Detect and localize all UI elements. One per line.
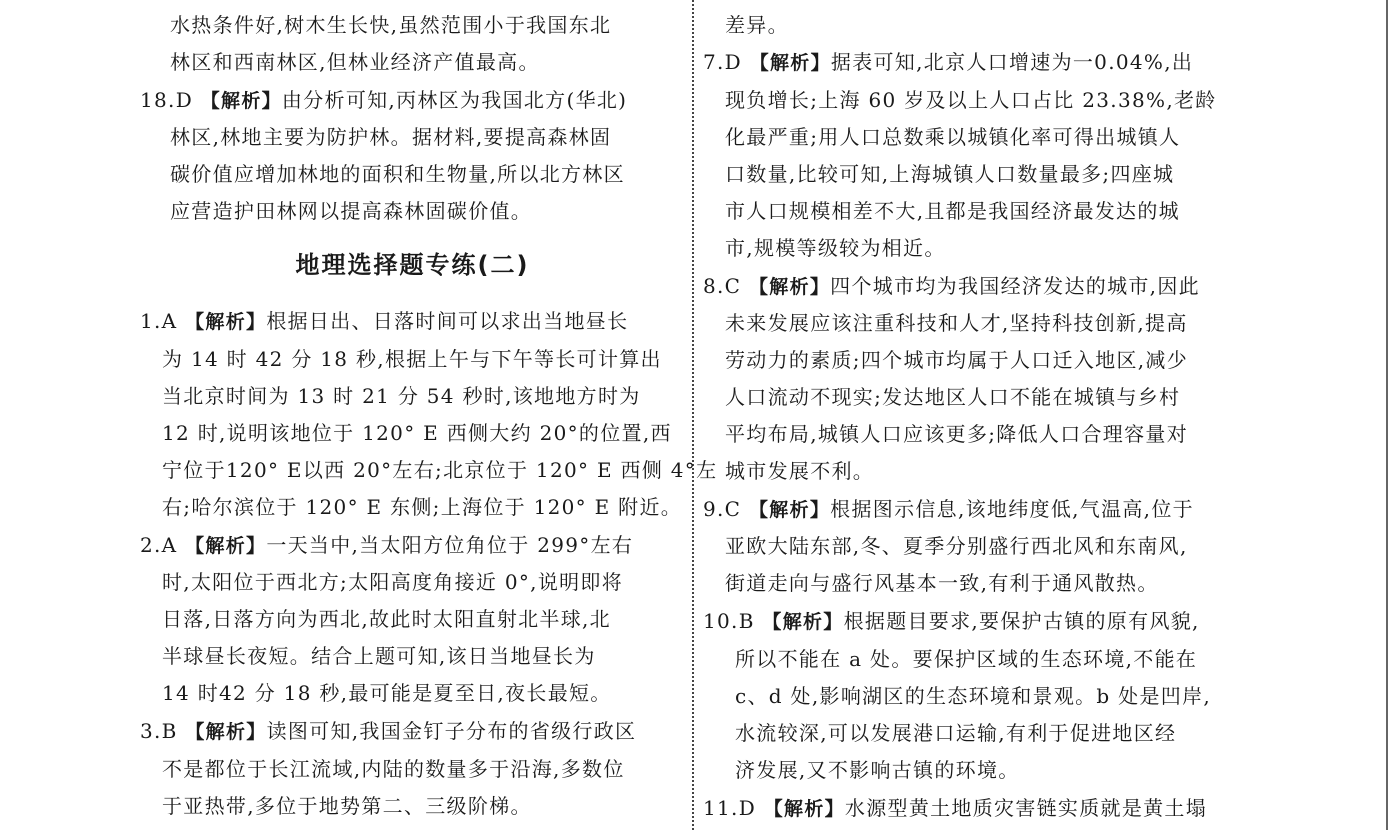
text-line: 口数量,比较可知,上海城镇人口数量最多;四座城 [725, 162, 1175, 186]
answer-8-first-line [703, 271, 1200, 301]
text-line: 当北京时间为 13 时 21 分 54 秒时,该地地方时为 [162, 384, 641, 408]
answer-text: 读图可知,我国金钉子分布的省级行政区 [266, 719, 637, 743]
text-line: 不是都位于长江流域,内陆的数量多于沿海,多数位 [162, 757, 625, 781]
answer-number: 9.C [703, 497, 742, 521]
text-line: 街道走向与盛行风基本一致,有利于通风散热。 [725, 571, 1159, 595]
analysis-tag: 【解析】 [749, 52, 831, 74]
answer-text: 根据图示信息,该地纬度低,气温高,位于 [830, 497, 1194, 521]
text-line: 济发展,又不影响古镇的环境。 [735, 758, 1020, 782]
text-line: 未来发展应该注重科技和人才,坚持科技创新,提高 [725, 311, 1188, 335]
section-heading: 地理选择题专练(二) [295, 251, 530, 279]
text-line: 林区,林地主要为防护林。据材料,要提高森林固 [170, 125, 612, 149]
analysis-tag: 【解析】 [762, 611, 844, 633]
text-line: 14 时42 分 18 秒,最可能是夏至日,夜长最短。 [162, 681, 612, 705]
text-line: 市人口规模相差不大,且都是我国经济最发达的城 [725, 199, 1180, 223]
answer-10-first-line [703, 606, 1200, 636]
text-line: 现负增长;上海 60 岁及以上人口占比 23.38%,老龄 [725, 88, 1217, 112]
text-line: 应营造护田林网以提高森林固碳价值。 [170, 199, 533, 223]
answer-text: 由分析可知,丙林区为我国北方(华北) [281, 88, 628, 112]
answer-3-first-line [140, 716, 636, 746]
answer-text: 据表可知,北京人口增速为一0.04%,出 [830, 50, 1194, 74]
text-line: 所以不能在 a 处。要保护区域的生态环境,不能在 [735, 647, 1198, 671]
answer-number: 8.C [703, 274, 742, 298]
text-line: 平均布局,城镇人口应该更多;降低人口合理容量对 [725, 422, 1188, 446]
analysis-tag: 【解析】 [185, 721, 267, 743]
analysis-tag: 【解析】 [185, 311, 267, 333]
text-line: 时,太阳位于西北方;太阳高度角接近 0°,说明即将 [162, 570, 624, 594]
answer-number: 3.B [140, 719, 178, 743]
analysis-tag: 【解析】 [200, 90, 282, 112]
text-line: 半球昼长夜短。结合上题可知,该日当地昼长为 [162, 644, 596, 668]
analysis-tag: 【解析】 [763, 798, 845, 820]
answer-text: 一天当中,当太阳方位角位于 299°左右 [266, 533, 634, 557]
text-line: 城市发展不利。 [725, 459, 875, 483]
text-line: c、d 处,影响湖区的生态环境和景观。b 处是凹岸, [735, 684, 1212, 708]
analysis-tag: 【解析】 [185, 535, 267, 557]
answer-18-first-line [140, 85, 627, 115]
answer-number: 1.A [140, 309, 178, 333]
page-edge-line [1386, 0, 1388, 830]
text-line: 日落,日落方向为西北,故此时太阳直射北半球,北 [162, 607, 611, 631]
answer-7-first-line [703, 47, 1193, 77]
text-line: 水流较深,可以发展港口运输,有利于促进地区经 [735, 721, 1177, 745]
text-line: 水热条件好,树木生长快,虽然范围小于我国东北 [170, 13, 612, 37]
column-divider [692, 0, 694, 830]
text-line: 市,规模等级较为相近。 [725, 236, 946, 260]
text-line: 12 时,说明该地位于 120° E 西侧大约 20°的位置,西 [162, 421, 672, 445]
answer-1-first-line [140, 306, 628, 336]
analysis-tag: 【解析】 [748, 499, 831, 521]
answer-text: 水源型黄土地质灾害链实质就是黄土塌 [844, 796, 1208, 820]
answer-number: 10.B [703, 609, 755, 633]
answer-number: 11.D [703, 796, 757, 820]
text-line: 劳动力的素质;四个城市均属于人口迁入地区,减少 [725, 348, 1188, 372]
text-line: 为 14 时 42 分 18 秒,根据上午与下午等长可计算出 [162, 347, 662, 371]
text-line: 人口流动不现实;发达地区人口不能在城镇与乡村 [725, 385, 1181, 409]
answer-number: 18.D [140, 88, 194, 112]
answer-number: 7.D [703, 50, 743, 74]
text-line: 差异。 [725, 13, 789, 37]
answer-11-first-line [703, 793, 1207, 823]
text-line: 亚欧大陆东部,冬、夏季分别盛行西北风和东南风, [725, 534, 1188, 558]
answer-text: 根据题目要求,要保护古镇的原有风貌, [843, 609, 1200, 633]
answer-text: 四个城市均为我国经济发达的城市,因此 [830, 274, 1200, 298]
text-line: 碳价值应增加林地的面积和生物量,所以北方林区 [170, 162, 625, 186]
answer-number: 2.A [140, 533, 178, 557]
text-line: 林区和西南林区,但林业经济产值最高。 [170, 50, 540, 74]
answer-9-first-line [703, 494, 1194, 524]
text-line: 于亚热带,多位于地势第二、三级阶梯。 [162, 794, 532, 818]
text-line: 宁位于120° E以西 20°左右;北京位于 120° E 西侧 4°左 [162, 458, 718, 482]
answer-text: 根据日出、日落时间可以求出当地昼长 [266, 309, 629, 333]
answer-2-first-line [140, 530, 633, 560]
text-line: 化最严重;用人口总数乘以城镇化率可得出城镇人 [725, 125, 1181, 149]
text-line: 右;哈尔滨位于 120° E 东侧;上海位于 120° E 附近。 [162, 495, 683, 519]
analysis-tag: 【解析】 [748, 276, 831, 298]
